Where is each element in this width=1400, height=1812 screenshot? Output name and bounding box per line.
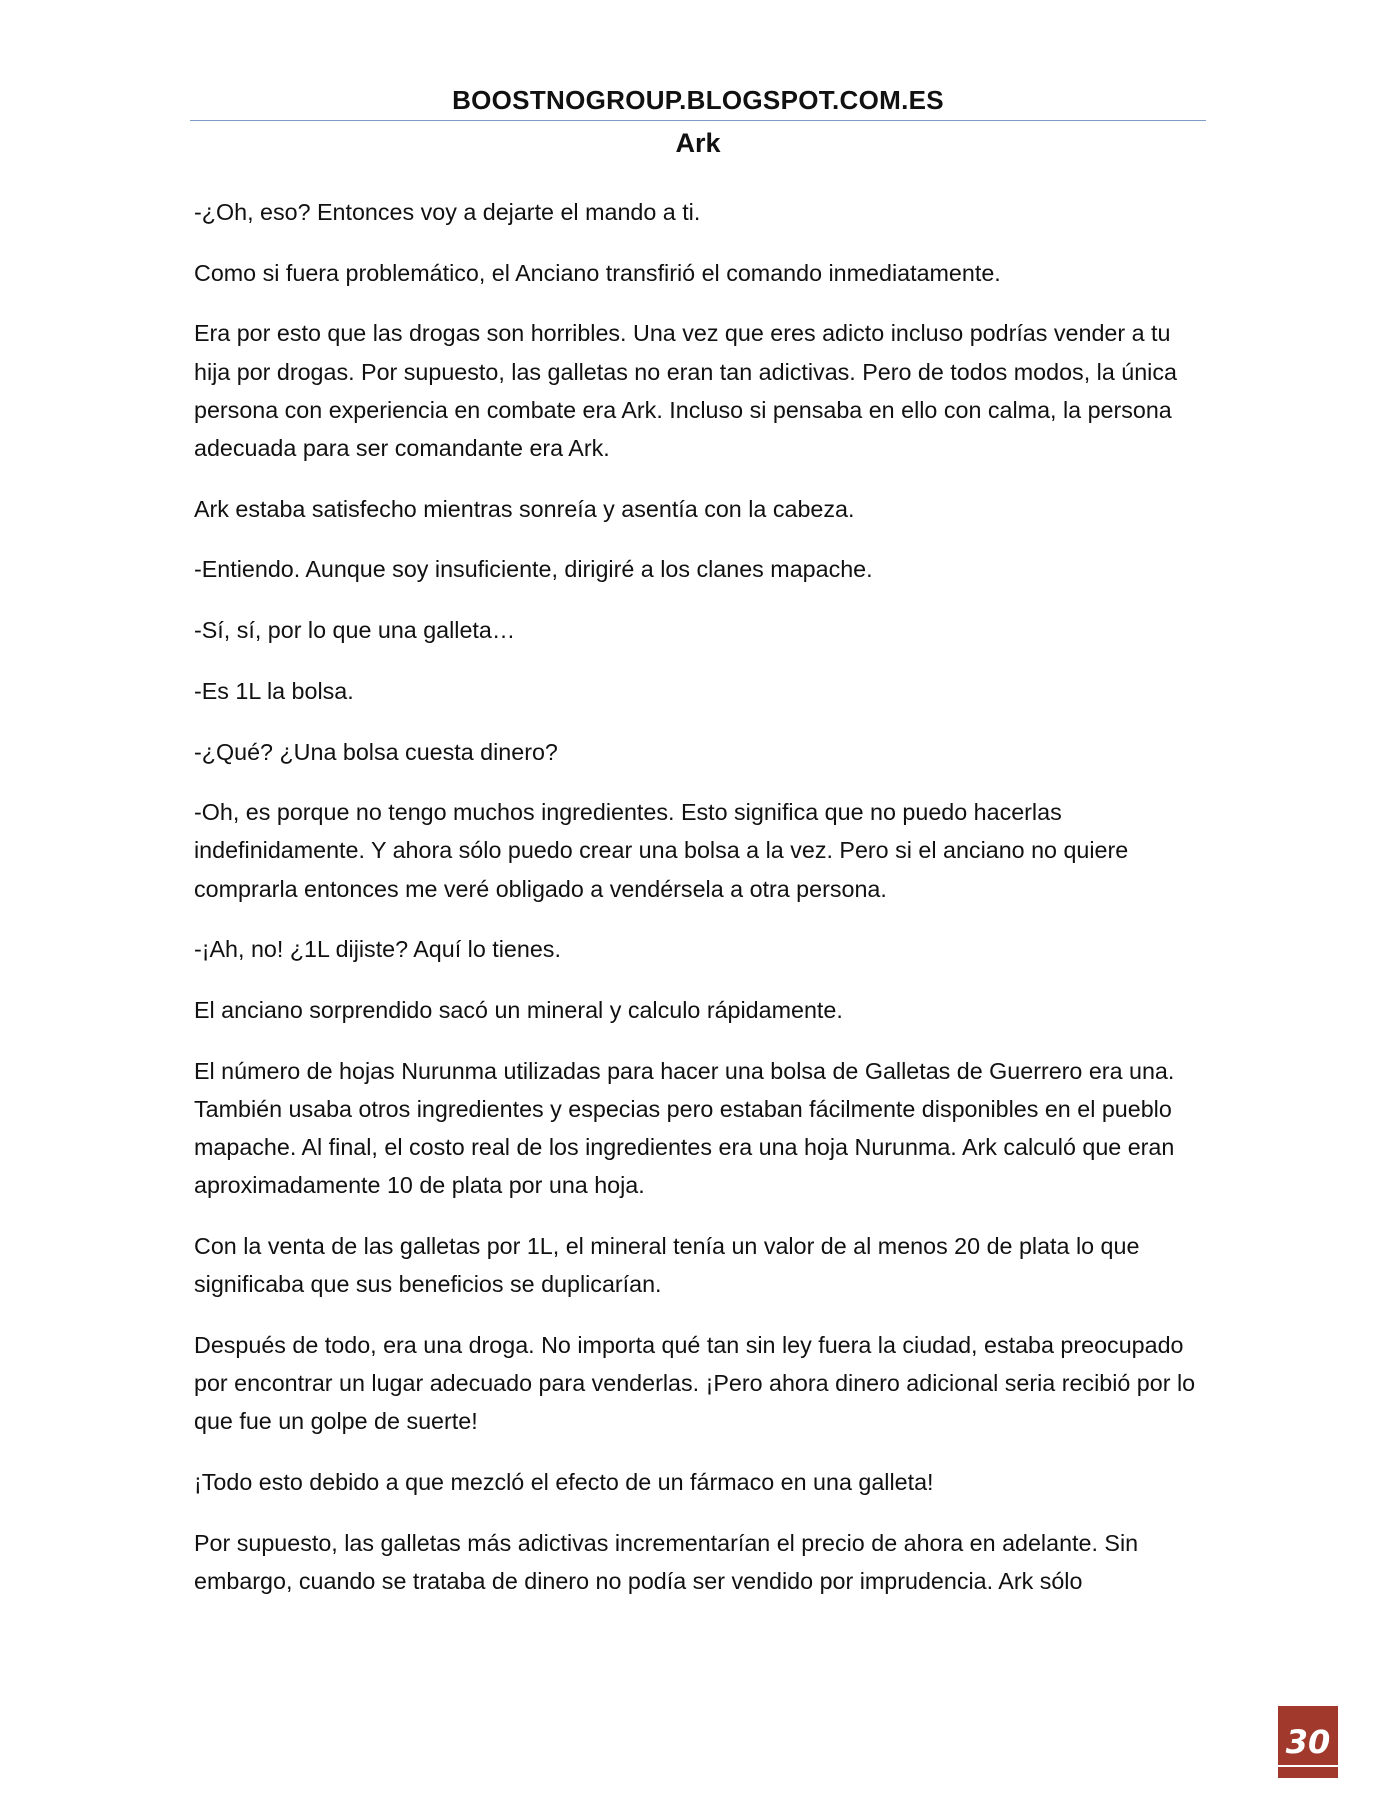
paragraph: Como si fuera problemático, el Anciano transfirió el comando inmediatamente. [194, 259, 1001, 286]
paragraph: Era por esto que las drogas son horribles. Una vez que eres adicto incluso podrías vender a tu hija por drogas. Por supuesto, las galletas no eran tan adictivas. Pero de todos modos, la única persona con experiencia en combate era Ark. Incluso si pensaba en ello con calma, la persona adecuada para ser comandante era Ark. [194, 320, 1177, 462]
paragraph: Con la venta de las galletas por 1L, el mineral tenía un valor de al menos 20 de plata lo que significaba que sus beneficios se duplicarían. [194, 1233, 1140, 1298]
paragraph: -Oh, es porque no tengo muchos ingredientes. Esto significa que no puedo hacerlas indefinidamente. Y ahora sólo puedo crear una bolsa a la vez. Pero si el anciano no quiere comprarla entonces me veré obligado a vendérsela a otra persona. [194, 799, 1129, 902]
paragraph: -Es 1L la bolsa. [194, 677, 354, 704]
paragraph: -Entiendo. Aunque soy insuficiente, dirigiré a los clanes mapache. [194, 556, 873, 583]
paragraph: El anciano sorprendido sacó un mineral y calculo rápidamente. [194, 997, 843, 1024]
body-text [194, 193, 1206, 1623]
site-title: BOOSTNOGROUP.BLOGSPOT.COM.ES [452, 85, 944, 115]
chapter-title: Ark [675, 128, 721, 158]
page-number-badge: 30 [1278, 1706, 1338, 1778]
page-header [190, 82, 1206, 161]
paragraph: -¡Ah, no! ¿1L dijiste? Aquí lo tienes. [194, 936, 561, 963]
paragraph: Por supuesto, las galletas más adictivas incrementarían el precio de ahora en adelante. Sin embargo, cuando se trataba de dinero no podía ser vendido por imprudencia. Ark sólo [194, 1529, 1139, 1594]
paragraph: ¡Todo esto debido a que mezcló el efecto de un fármaco en una galleta! [194, 1469, 934, 1496]
header-divider [190, 120, 1206, 121]
paragraph: El número de hojas Nurunma utilizadas para hacer una bolsa de Galletas de Guerrero era una. También usaba otros ingredientes y especias pero estaban fácilmente disponibles en el pueblo mapache. Al final, el costo real de los ingredientes era una hoja Nurunma. Ark calculó que eran aproximadamente 10 de plata por una hoja. [194, 1057, 1175, 1199]
paragraph: -¿Qué? ¿Una bolsa cuesta dinero? [194, 738, 558, 765]
paragraph: Después de todo, era una droga. No importa qué tan sin ley fuera la ciudad, estaba preocupado por encontrar un lugar adecuado para venderlas. ¡Pero ahora dinero adicional seria recibió por lo que fue un golpe de suerte! [194, 1331, 1196, 1435]
paragraph: -¿Oh, eso? Entonces voy a dejarte el mando a ti. [194, 199, 701, 225]
page-number-underline [1278, 1765, 1338, 1767]
paragraph: -Sí, sí, por lo que una galleta… [194, 617, 516, 644]
paragraph: Ark estaba satisfecho mientras sonreía y asentía con la cabeza. [194, 495, 855, 522]
